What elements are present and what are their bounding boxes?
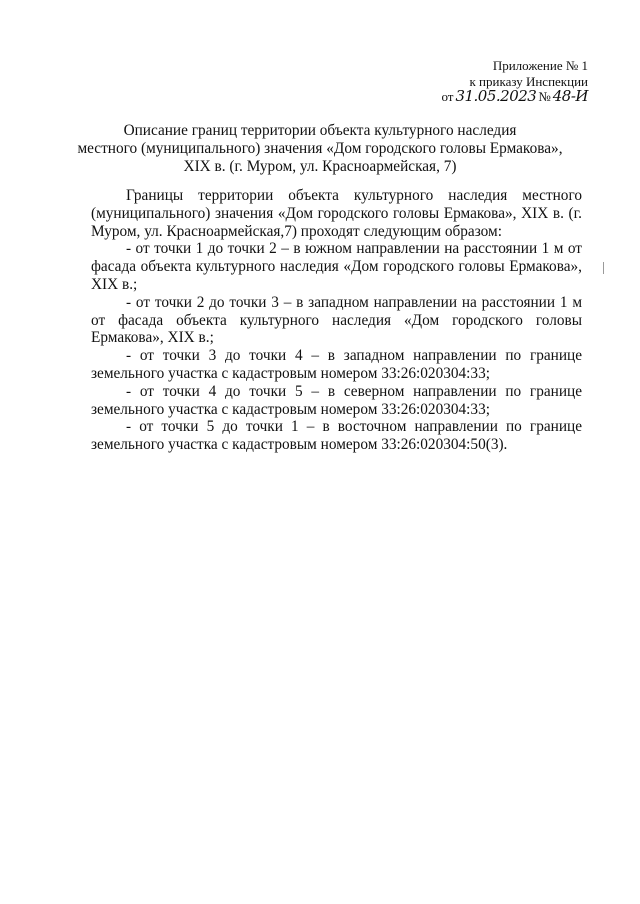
ref-prefix: от: [441, 89, 454, 104]
document-title: [0, 122, 640, 176]
boundary-segment-5-1: - от точки 5 до точки 1 – в восточном направлении по границе земельного участка с кадастровым номером 33:26:020304:50(3).: [91, 418, 582, 454]
boundary-segment-3-4: - от точки 3 до точки 4 – в западном направлении по границе земельного участка с кадастровым номером 33:26:020304:33;: [91, 347, 582, 382]
number-sign: №: [538, 89, 551, 104]
handwritten-date: 31.05.2023: [455, 87, 537, 105]
appendix-title: Приложение № 1: [492, 58, 588, 73]
appendix-date-number: [441, 89, 588, 105]
appendix-header: [441, 58, 588, 105]
boundary-segment-4-5: - от точки 4 до точки 5 – в северном направлении по границе земельного участка с кадастровым номером 33:26:020304:33;: [91, 382, 582, 418]
scan-artifact-mark: [603, 262, 604, 274]
intro-paragraph: Границы территории объекта культурного наследия местного (муниципального) значения «Дом городского головы Ермакова», XIX в. (г. Муром, ул. Красноармейская,7) проходят следующим образом:: [91, 187, 582, 240]
handwritten-number: 48-И: [552, 87, 588, 105]
boundary-segment-1-2: - от точки 1 до точки 2 – в южном направлении на расстоянии 1 м от фасада объекта культурного наследия «Дом городского головы Ермакова», XIX в.;: [91, 240, 582, 293]
appendix-order-reference: к приказу Инспекции: [469, 73, 588, 89]
title-line-2: местного (муниципального) значения «Дом городского головы Ермакова»,: [77, 140, 563, 157]
title-line-1: Описание границ территории объекта культурного наследия: [123, 122, 517, 139]
title-line-3: XIX в. (г. Муром, ул. Красноармейская, 7): [183, 158, 457, 175]
boundary-segment-2-3: - от точки 2 до точки 3 – в западном направлении на расстоянии 1 м от фасада объекта культурного наследия «Дом городского головы Ермакова», XIX в.;: [91, 293, 582, 347]
document-body: [91, 187, 582, 454]
